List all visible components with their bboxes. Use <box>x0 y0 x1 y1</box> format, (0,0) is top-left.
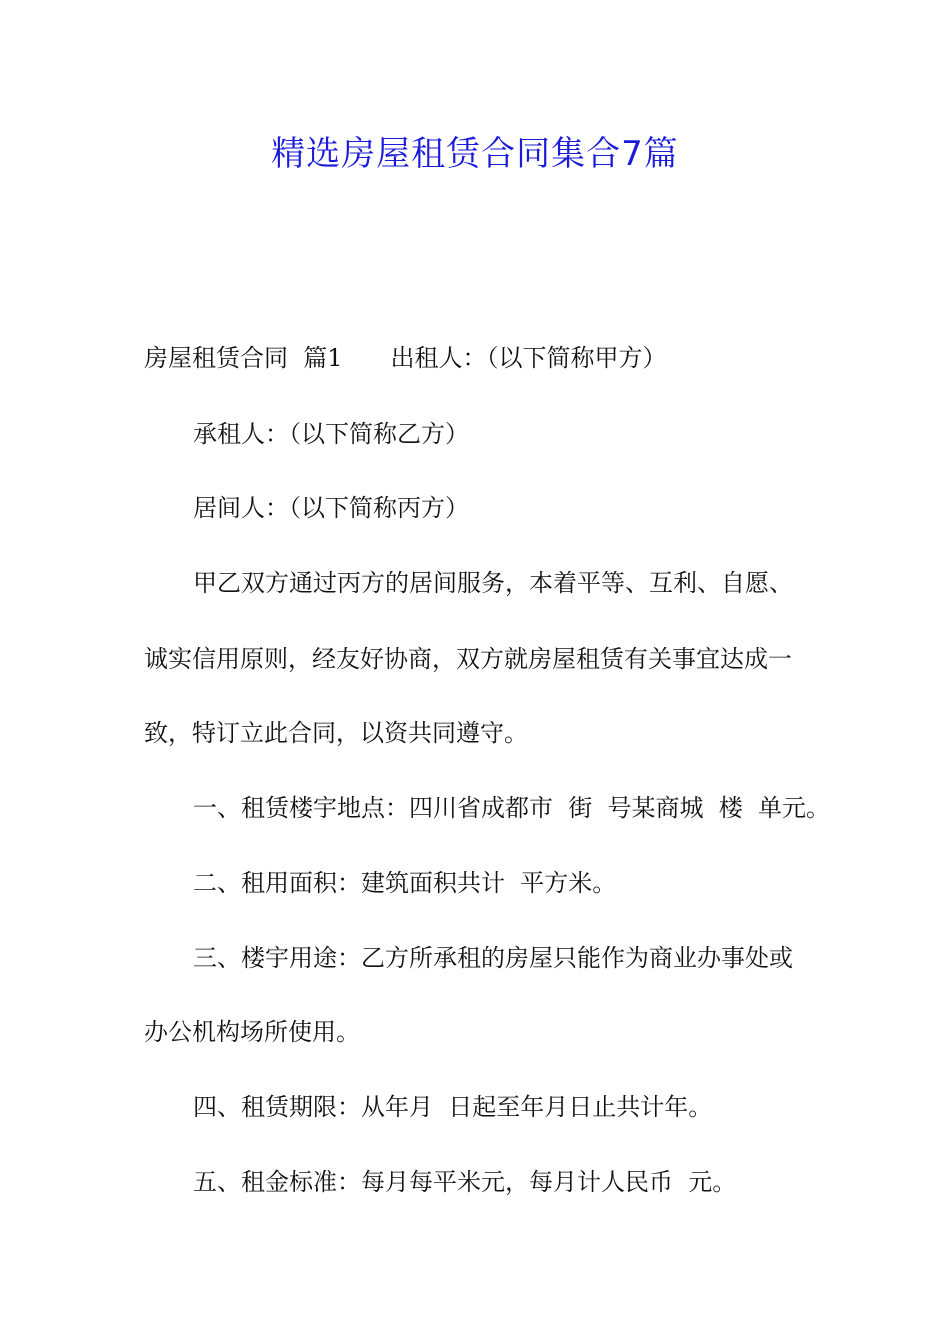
body-paragraph-line: 诚实信用原则，经友好协商，双方就房屋租赁有关事宜达成一 <box>144 645 792 673</box>
clause-location: 一、租赁楼宇地点：四川省成都市 街 号某商城 楼 单元。 <box>193 794 831 822</box>
clause-usage: 三、楼宇用途：乙方所承租的房屋只能作为商业办事处或 <box>193 944 793 972</box>
clause-term: 四、租赁期限：从年月 日起至年月日止共计年。 <box>193 1093 713 1121</box>
body-paragraph-line: 致，特订立此合同，以资共同遵守。 <box>144 719 528 747</box>
body-paragraph-line: 甲乙双方通过丙方的居间服务，本着平等、互利、自愿、 <box>193 569 793 597</box>
lessee-line: 承租人：（以下简称乙方） <box>193 420 469 448</box>
clause-usage-continued: 办公机构场所使用。 <box>144 1018 360 1046</box>
clause-area: 二、租用面积：建筑面积共计 平方米。 <box>193 869 617 897</box>
contract-heading: 房屋租赁合同 篇1 <box>144 344 343 372</box>
intermediary-line: 居间人：（以下简称丙方） <box>193 494 469 522</box>
document-title: 精选房屋租赁合同集合7篇 <box>271 134 679 174</box>
clause-rent: 五、租金标准：每月每平米元，每月计人民币 元。 <box>193 1168 737 1196</box>
contract-heading-line <box>144 341 667 375</box>
lessor-line: 出租人：（以下简称甲方） <box>390 344 667 372</box>
